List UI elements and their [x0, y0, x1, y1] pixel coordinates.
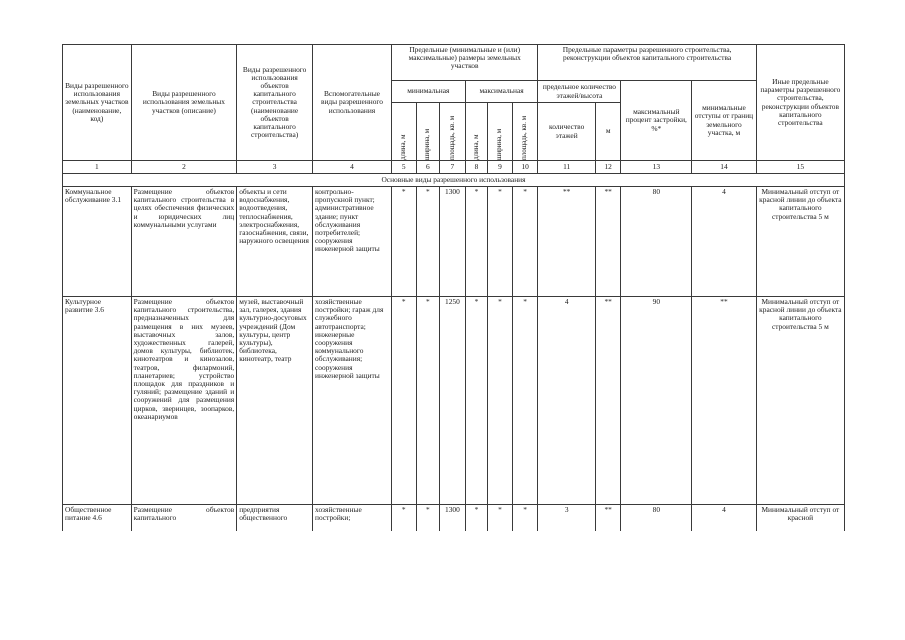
table-row — [63, 505, 845, 531]
auxiliary-uses-cell: хозяйственные постройки; гараж для служебного автотранспорта; инженерные сооружения коммунального обслуживания; сооружения инженерной защиты — [313, 297, 392, 505]
min-length-cell: * — [391, 297, 416, 505]
height-cell: ** — [595, 187, 621, 297]
column-number: 11 — [538, 161, 595, 174]
header-minimum: минимальная — [391, 81, 465, 103]
land-use-description-cell: Размещение объектов капитального — [131, 505, 237, 531]
construction-objects-cell: музей, выставочный зал, галерея, здания культурно-досуговых учреждений (Дом культуры, центр культуры), библиотека, кинотеатр, театр — [237, 297, 313, 505]
max-area-cell: * — [512, 297, 538, 505]
min-area-cell: 1250 — [440, 297, 466, 505]
build-percent-cell: 90 — [621, 297, 692, 505]
floor-count-cell: 3 — [538, 505, 595, 531]
header-min-setbacks: минимальные отступы от границ земельного участка, м — [692, 81, 757, 161]
column-number: 15 — [756, 161, 844, 174]
max-width-cell: * — [488, 187, 513, 297]
column-number: 4 — [313, 161, 392, 174]
floor-count-cell: ** — [538, 187, 595, 297]
auxiliary-uses-cell: хозяйственные постройки; — [313, 505, 392, 531]
other-parameters-cell: Минимальный отступ от красной — [756, 505, 844, 531]
header-min-width: ширина, м — [416, 103, 440, 161]
header-other-parameters: Иные предельные параметры разрешенного строительства, реконструкции объектов капитального строительства — [756, 45, 844, 161]
header-floor-count: количество этажей — [538, 103, 595, 161]
setback-cell: 4 — [692, 187, 757, 297]
column-number: 1 — [63, 161, 132, 174]
table-row — [63, 297, 845, 505]
header-maximum: максимальная — [465, 81, 538, 103]
max-area-cell: * — [512, 505, 538, 531]
build-percent-cell: 80 — [621, 187, 692, 297]
auxiliary-uses-cell: контрольно-пропускной пункт; административное здание; пункт обслуживания потребителей; сооружения инженерной защиты — [313, 187, 392, 297]
header-auxiliary-uses: Вспомогательные виды разрешенного использования — [313, 45, 392, 161]
construction-objects-cell: предприятия общественного — [237, 505, 313, 531]
land-use-code-cell: Культурное развитие 3.6 — [63, 297, 132, 505]
header-max-width: ширина, м — [488, 103, 513, 161]
header-floors-height: предельное количество этажей/высота — [538, 81, 621, 103]
column-number: 9 — [488, 161, 513, 174]
header-plot-size-limits: Предельные (минимальные и (или) максимальные) размеры земельных участков — [391, 45, 538, 81]
max-area-cell: * — [512, 187, 538, 297]
header-height-m: м — [595, 103, 621, 161]
construction-objects-cell: объекты и сети водоснабжения, водоотведения, теплоснабжения, электроснабжения, газоснабжения, связи, наружного освещения — [237, 187, 313, 297]
header-min-area: площадь, кв. м — [440, 103, 466, 161]
header-land-use-code: Виды разрешенного использования земельных участков (наименование, код) — [63, 45, 132, 161]
land-use-code-cell: Общественное питание 4.6 — [63, 505, 132, 531]
header-max-area: площадь, кв. м — [512, 103, 538, 161]
other-parameters-cell: Минимальный отступ от красной линии до объекта капитального строительства 5 м — [756, 297, 844, 505]
setback-cell: 4 — [692, 505, 757, 531]
section-title: Основные виды разрешенного использования — [63, 174, 845, 187]
column-number: 2 — [131, 161, 237, 174]
min-width-cell: * — [416, 187, 440, 297]
column-numbers-row — [63, 161, 845, 174]
column-number: 3 — [237, 161, 313, 174]
header-max-build-percent: максимальный процент застройки, %* — [621, 81, 692, 161]
min-length-cell: * — [391, 505, 416, 531]
height-cell: ** — [595, 297, 621, 505]
header-construction-objects: Виды разрешенного использования объектов капитального строительства (наименование объектов капитального строительства) — [237, 45, 313, 161]
max-length-cell: * — [465, 187, 488, 297]
header-max-length: длина, м — [465, 103, 488, 161]
column-number: 6 — [416, 161, 440, 174]
header-min-length: длина, м — [391, 103, 416, 161]
min-area-cell: 1300 — [440, 505, 466, 531]
land-use-regulations-table — [62, 44, 845, 531]
column-number: 8 — [465, 161, 488, 174]
header-construction-parameters: Предельные параметры разрешенного строительства, реконструкции объектов капитального строительства — [538, 45, 756, 81]
max-length-cell: * — [465, 297, 488, 505]
max-width-cell: * — [488, 505, 513, 531]
section-row — [63, 174, 845, 187]
column-number: 5 — [391, 161, 416, 174]
floor-count-cell: 4 — [538, 297, 595, 505]
min-width-cell: * — [416, 297, 440, 505]
column-number: 7 — [440, 161, 466, 174]
column-number: 14 — [692, 161, 757, 174]
setback-cell: ** — [692, 297, 757, 505]
other-parameters-cell: Минимальный отступ от красной линии до объекта капитального строительства 5 м — [756, 187, 844, 297]
max-width-cell: * — [488, 297, 513, 505]
table-row — [63, 187, 845, 297]
min-width-cell: * — [416, 505, 440, 531]
column-number: 10 — [512, 161, 538, 174]
build-percent-cell: 80 — [621, 505, 692, 531]
land-use-description-cell: Размещение объектов капитального строительства в целях обеспечения физических и юридических лиц коммунальными услугами — [131, 187, 237, 297]
min-length-cell: * — [391, 187, 416, 297]
max-length-cell: * — [465, 505, 488, 531]
height-cell: ** — [595, 505, 621, 531]
regulations-table-sheet — [62, 44, 845, 531]
land-use-description-cell: Размещение объектов капитального строительства, предназначенных для размещения в них музеев, выставочных залов, художественных галерей, домов культуры, библиотек, кинотеатров и кинозалов, театров, филармоний, планетариев; устройство площадок для праздников и гуляний; размещение зданий и сооружений для размещения цирков, зверинцев, зоопарков, океанариумов — [131, 297, 237, 505]
column-number: 12 — [595, 161, 621, 174]
header-row-1 — [63, 45, 845, 81]
min-area-cell: 1300 — [440, 187, 466, 297]
column-number: 13 — [621, 161, 692, 174]
land-use-code-cell: Коммунальное обслуживание 3.1 — [63, 187, 132, 297]
header-land-use-description: Виды разрешенного использования земельных участков (описание) — [131, 45, 237, 161]
